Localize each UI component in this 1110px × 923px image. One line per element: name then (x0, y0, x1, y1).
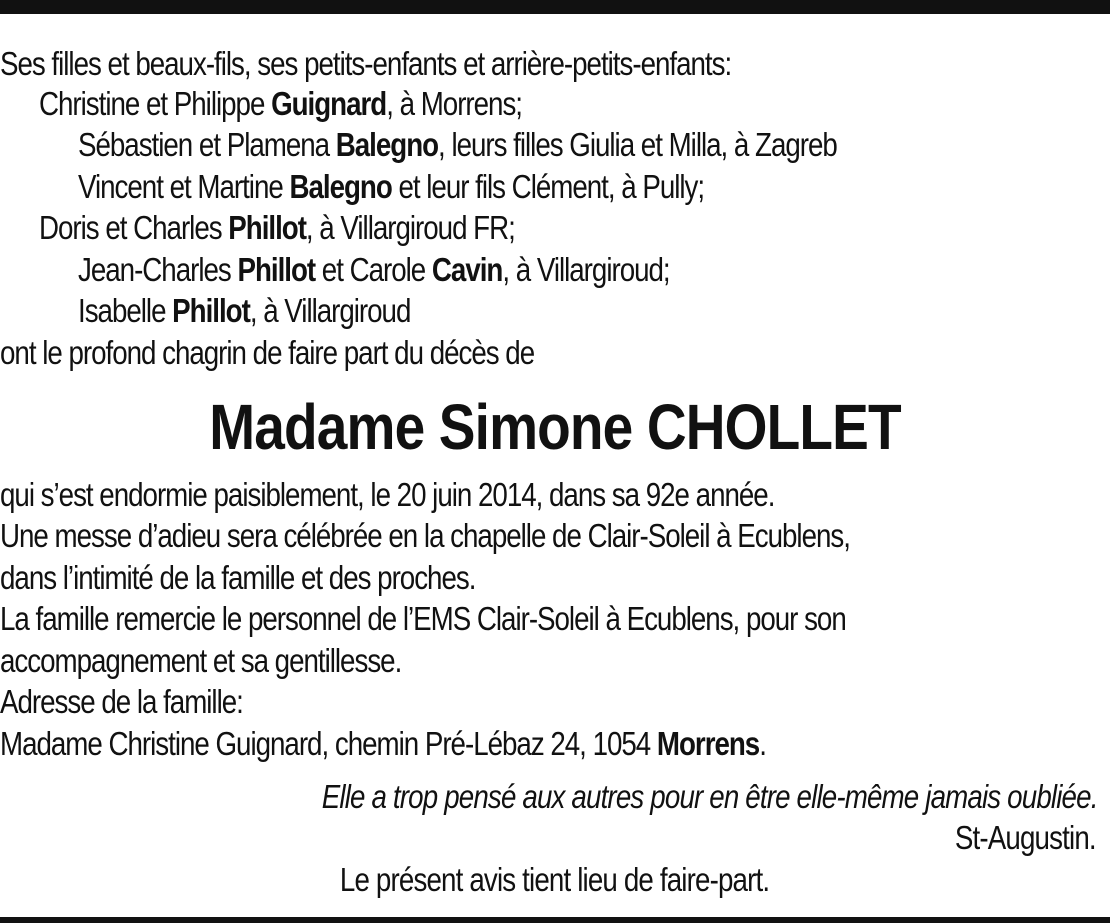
bottom-rule (0, 917, 1110, 923)
quote: Elle a trop pensé aux autres pour en être elle-même jamais oubliée. (322, 778, 1098, 815)
deceased-name: Madame Simone CHOLLET (209, 391, 901, 463)
quote-author: St-Augustin. (955, 819, 1096, 856)
closing-line: Le présent avis tient lieu de faire-part. (340, 861, 770, 898)
body-line: Une messe d’adieu sera célébrée en la chapelle de Clair-Soleil à Ecublens, (0, 517, 850, 554)
body-line: qui s’est endormie paisiblement, le 20 juin 2014, dans sa 92e année. (0, 476, 775, 513)
body-line: accompagnement et sa gentillesse. (0, 642, 402, 679)
intro-line: Ses filles et beaux-fils, ses petits-enfants et arrière-petits-enfants: (0, 45, 732, 82)
family-line: Sébastien et Plamena Balegno, leurs filles Giulia et Milla, à Zagreb (78, 126, 837, 163)
body-line: Adresse de la famille: (0, 683, 243, 720)
family-line: Vincent et Martine Balegno et leur fils Clément, à Pully; (78, 168, 705, 205)
family-address: Madame Christine Guignard, chemin Pré-Lébaz 24, 1054 Morrens. (0, 725, 766, 762)
announcement-line: ont le profond chagrin de faire part du décès de (0, 334, 535, 371)
family-line: Doris et Charles Phillot, à Villargiroud FR; (39, 209, 515, 246)
family-line: Christine et Philippe Guignard, à Morrens; (39, 85, 522, 122)
family-line: Isabelle Phillot, à Villargiroud (78, 292, 411, 329)
top-rule (0, 0, 1110, 14)
family-line: Jean-Charles Phillot et Carole Cavin, à Villargiroud; (78, 251, 670, 288)
body-line: dans l’intimité de la famille et des proches. (0, 559, 476, 596)
body-line: La famille remercie le personnel de l’EMS Clair-Soleil à Ecublens, pour son (0, 600, 846, 637)
